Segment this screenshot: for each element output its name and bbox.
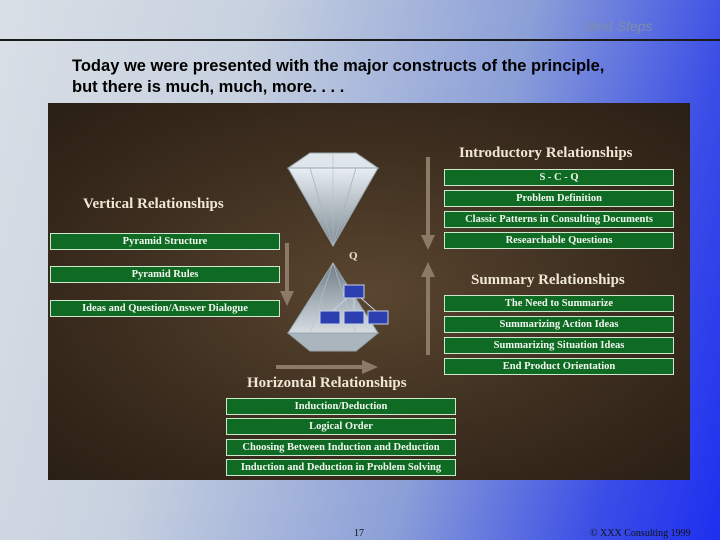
page-number: 17 — [354, 528, 364, 539]
down-arrow-icon — [280, 243, 294, 306]
up-arrow-summary-icon — [421, 262, 435, 355]
diagram-panel — [48, 103, 690, 480]
horizontal-item: Logical Order — [226, 418, 456, 435]
intro-text: Today we were presented with the major constructs of the principle, but there is much, much, more. . . . — [72, 57, 605, 96]
title-divider — [0, 39, 720, 41]
summary-item: Summarizing Action Ideas — [444, 316, 674, 333]
vertical-item: Pyramid Structure — [50, 233, 280, 250]
slide-title: Next Steps — [584, 18, 653, 34]
summary-item: End Product Orientation — [444, 358, 674, 375]
horizontal-item: Induction and Deduction in Problem Solving — [226, 459, 456, 476]
introductory-item: Classic Patterns in Consulting Documents — [444, 211, 674, 228]
summary-item: The Need to Summarize — [444, 295, 674, 312]
vertical-item: Pyramid Rules — [50, 266, 280, 283]
down-arrow-intro-icon — [421, 157, 435, 250]
horizontal-item: Induction/Deduction — [226, 398, 456, 415]
summary-item: Summarizing Situation Ideas — [444, 337, 674, 354]
horizontal-relationships-heading: Horizontal Relationships — [247, 375, 407, 391]
lower-diamond-icon — [288, 263, 378, 351]
horizontal-item: Choosing Between Induction and Deduction — [226, 439, 456, 456]
copyright-text: © XXX Consulting 1999 — [590, 528, 691, 539]
vertical-relationships-heading: Vertical Relationships — [83, 196, 224, 212]
introductory-item: Researchable Questions — [444, 232, 674, 249]
summary-relationships-heading: Summary Relationships — [471, 272, 625, 288]
upper-diamond-icon — [288, 153, 378, 246]
introductory-item: S - C - Q — [444, 169, 674, 186]
introductory-item: Problem Definition — [444, 190, 674, 207]
introductory-relationships-heading: Introductory Relationships — [459, 145, 633, 161]
vertical-item: Ideas and Question/Answer Dialogue — [50, 300, 280, 317]
right-arrow-icon — [276, 360, 378, 374]
q-label: Q — [349, 250, 358, 262]
